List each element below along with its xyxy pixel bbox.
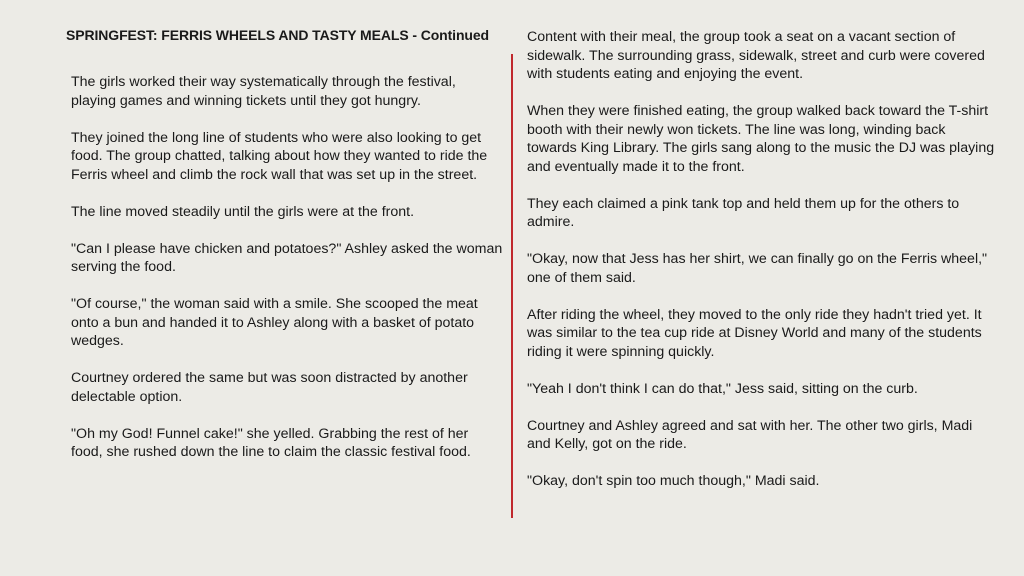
paragraph: They joined the long line of students who were also looking to get food. The group chatted, talking about how they wanted to ride the Ferris wheel and climb the rock wall that was set up in the street. [71, 129, 488, 183]
paragraph: "Oh my God! Funnel cake!" she yelled. Grabbing the rest of her food, she rushed down the line to claim the classic festival food. [71, 425, 471, 460]
paragraph: "Yeah I don't think I can do that," Jess said, sitting on the curb. [527, 380, 918, 397]
paragraph: When they were finished eating, the group walked back toward the T-shirt booth with their newly won tickets. The line was long, winding back towards King Library. The girls sang along to the music the DJ was playing and eventually made it to the front. [527, 103, 995, 175]
paragraph: The girls worked their way systematically through the festival, playing games and winning tickets until they got hungry. [71, 74, 456, 109]
left-column [71, 73, 503, 480]
paragraph: They each claimed a pink tank top and held them up for the others to admire. [527, 195, 960, 230]
paragraph: "Okay, don't spin too much though," Madi said. [527, 473, 820, 489]
paragraph: "Okay, now that Jess has her shirt, we can finally go on the Ferris wheel," one of them said. [527, 251, 988, 286]
paragraph: After riding the wheel, they moved to the only ride they hadn't tried yet. It was similar to the tea cup ride at Disney World and many of the students riding it were spinning quickly. [527, 306, 982, 360]
paragraph: Content with their meal, the group took a seat on a vacant section of sidewalk. The surrounding grass, sidewalk, street and curb were covered with students eating and enjoying the event. [527, 29, 985, 82]
right-column [527, 28, 995, 509]
column-divider [511, 54, 513, 518]
paragraph: The line moved steadily until the girls were at the front. [71, 203, 415, 220]
page-title: SPRINGFEST: FERRIS WHEELS AND TASTY MEALS - Continued [66, 27, 489, 43]
paragraph: Courtney and Ashley agreed and sat with her. The other two girls, Madi and Kelly, got on the ride. [527, 417, 973, 452]
paragraph: "Of course," the woman said with a smile. She scooped the meat onto a bun and handed it to Ashley along with a basket of potato wedges. [71, 296, 478, 349]
paragraph: "Can I please have chicken and potatoes?" Ashley asked the woman serving the food. [71, 240, 503, 275]
paragraph: Courtney ordered the same but was soon distracted by another delectable option. [71, 370, 468, 405]
